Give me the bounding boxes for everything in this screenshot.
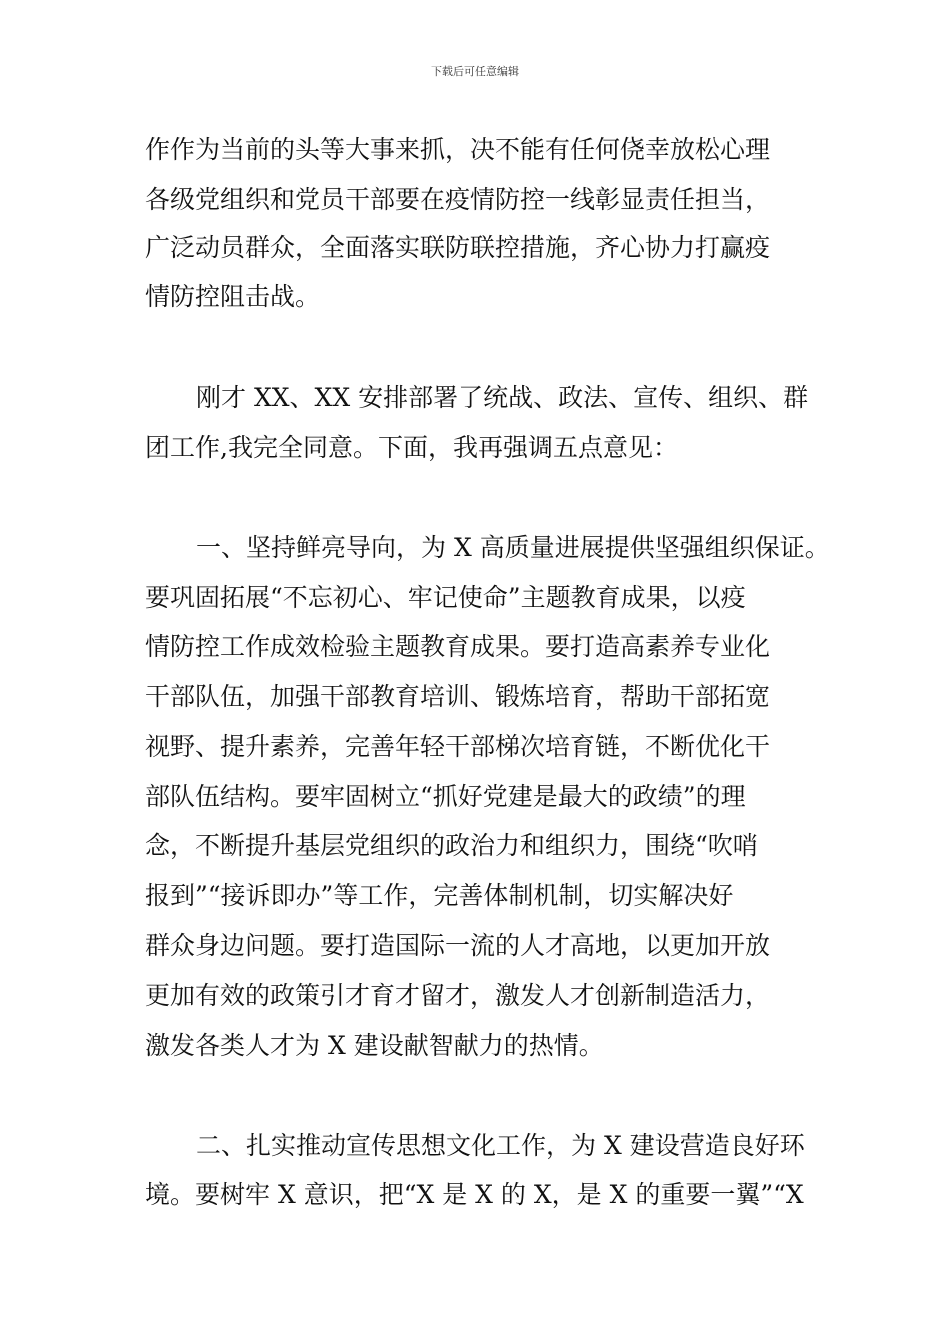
paragraph-4-line-2: 境。要树牢 X 意识，把“X 是 X 的 X，是 X 的重要一翼”“X: [145, 1180, 804, 1209]
paragraph-1-line-3: 广泛动员群众，全面落实联防联控措施，齐心协力打赢疫: [145, 233, 771, 262]
paragraph-3-line-4: 干部队伍，加强干部教育培训、锻炼培育，帮助干部拓宽: [145, 682, 771, 711]
paragraph-3-line-8: 报到”“接诉即办”等工作，完善体制机制，切实解决好: [145, 881, 734, 910]
paragraph-3-line-11: 激发各类人才为 X 建设献智献力的热情。: [145, 1031, 604, 1060]
paragraph-3-line-5: 视野、提升素养，完善年轻干部梯次培育链，不断优化干: [145, 732, 771, 761]
paragraph-2-line-1: 刚才 XX、XX 安排部署了统战、政法、宣传、组织、群: [196, 383, 809, 412]
paragraph-3-line-3: 情防控工作成效检验主题教育成果。要打造高素养专业化: [145, 632, 771, 661]
page-header: 下载后可任意编辑: [431, 65, 519, 78]
paragraph-2-line-2: 团工作,我完全同意。下面，我再强调五点意见：: [145, 433, 678, 462]
paragraph-4-line-1: 二、扎实推动宣传思想文化工作，为 X 建设营造良好环: [196, 1131, 805, 1160]
paragraph-3-line-7: 念，不断提升基层党组织的政治力和组织力，围绕“吹哨: [145, 831, 758, 860]
paragraph-1-line-1: 作作为当前的头等大事来抓，决不能有任何侥幸放松心理: [145, 135, 771, 164]
paragraph-1-line-4: 情防控阻击战。: [145, 282, 321, 311]
paragraph-3-line-6: 部队伍结构。要牢固树立“抓好党建是最大的政绩”的理: [145, 782, 746, 811]
paragraph-1-line-2: 各级党组织和党员干部要在疫情防控一线彰显责任担当，: [145, 185, 771, 214]
paragraph-3-line-9: 群众身边问题。要打造国际一流的人才高地，以更加开放: [145, 931, 771, 960]
paragraph-3-line-10: 更加有效的政策引才育才留才，激发人才创新制造活力，: [145, 981, 771, 1010]
paragraph-3-line-1: 一、坚持鲜亮导向，为 X 高质量进展提供坚强组织保证。: [196, 533, 830, 562]
paragraph-3-line-2: 要巩固拓展“不忘初心、牢记使命”主题教育成果，以疫: [145, 583, 746, 612]
